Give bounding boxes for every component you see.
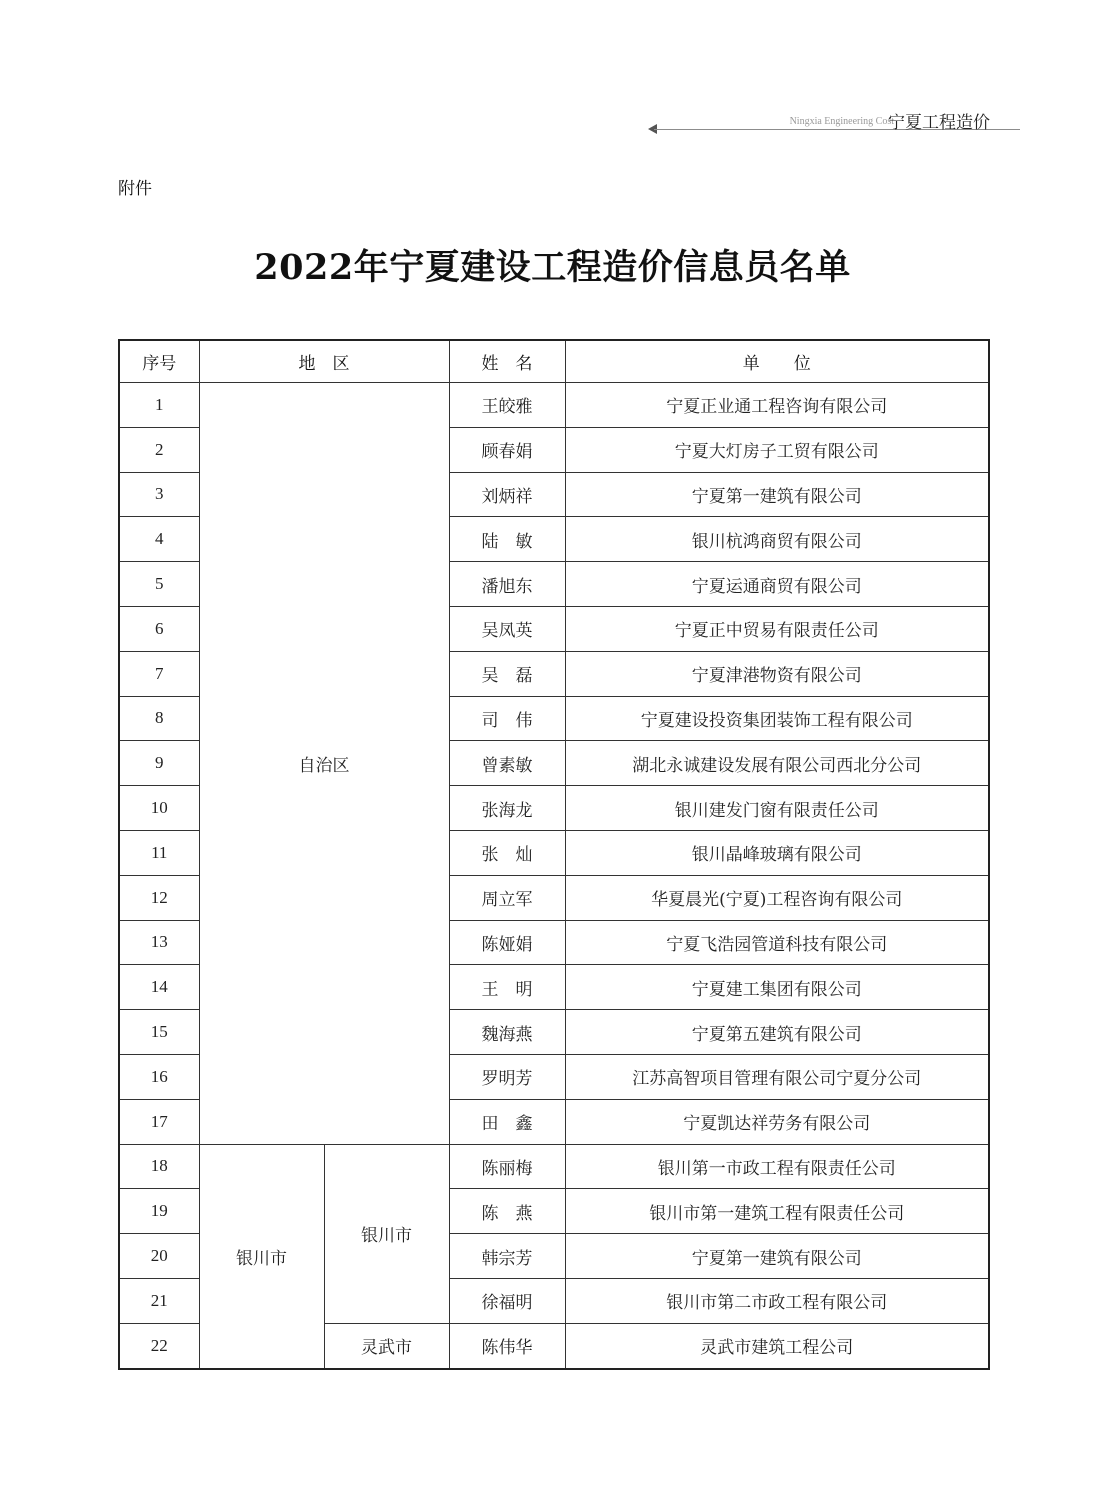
- header-unit: 单 位: [565, 340, 989, 383]
- seq-cell: 22: [119, 1323, 199, 1368]
- journal-name-en: Ningxia Engineering Cost: [789, 116, 894, 127]
- region-cell-autonomous: 自治区: [199, 383, 449, 1145]
- unit-cell: 宁夏建工集团有限公司: [565, 965, 989, 1010]
- name-cell: 韩宗芳: [449, 1234, 565, 1279]
- name-cell: 潘旭东: [449, 562, 565, 607]
- seq-cell: 1: [119, 383, 199, 428]
- header-name: 姓 名: [449, 340, 565, 383]
- seq-cell: 21: [119, 1278, 199, 1323]
- seq-cell: 9: [119, 741, 199, 786]
- unit-cell: 银川晶峰玻璃有限公司: [565, 830, 989, 875]
- name-cell: 徐福明: [449, 1278, 565, 1323]
- seq-cell: 13: [119, 920, 199, 965]
- running-header: [648, 108, 1020, 134]
- name-cell: 田 鑫: [449, 1099, 565, 1144]
- name-cell: 张海龙: [449, 786, 565, 831]
- seq-cell: 16: [119, 1054, 199, 1099]
- unit-cell: 宁夏运通商贸有限公司: [565, 562, 989, 607]
- table-header-row: [119, 340, 989, 383]
- seq-cell: 2: [119, 427, 199, 472]
- seq-cell: 3: [119, 472, 199, 517]
- unit-cell: 华夏晨光(宁夏)工程咨询有限公司: [565, 875, 989, 920]
- roster-table: [118, 339, 990, 1370]
- name-cell: 吴 磊: [449, 651, 565, 696]
- seq-cell: 10: [119, 786, 199, 831]
- header-region: 地 区: [199, 340, 449, 383]
- region-cell-yinchuan-sub: 银川市: [324, 1144, 449, 1323]
- unit-cell: 宁夏津港物资有限公司: [565, 651, 989, 696]
- unit-cell: 宁夏正业通工程咨询有限公司: [565, 383, 989, 428]
- unit-cell: 宁夏正中贸易有限责任公司: [565, 606, 989, 651]
- name-cell: 周立军: [449, 875, 565, 920]
- seq-cell: 15: [119, 1010, 199, 1055]
- unit-cell: 银川第一市政工程有限责任公司: [565, 1144, 989, 1189]
- name-cell: 张 灿: [449, 830, 565, 875]
- name-cell: 顾春娟: [449, 427, 565, 472]
- seq-cell: 14: [119, 965, 199, 1010]
- name-cell: 王 明: [449, 965, 565, 1010]
- unit-cell: 宁夏第一建筑有限公司: [565, 472, 989, 517]
- region-cell-yinchuan-city: 银川市: [199, 1144, 324, 1368]
- name-cell: 陈娅娟: [449, 920, 565, 965]
- name-cell: 王皎雅: [449, 383, 565, 428]
- journal-name-cn: 宁夏工程造价: [888, 113, 990, 133]
- seq-cell: 20: [119, 1234, 199, 1279]
- unit-cell: 灵武市建筑工程公司: [565, 1323, 989, 1368]
- unit-cell: 宁夏第一建筑有限公司: [565, 1234, 989, 1279]
- unit-cell: 宁夏大灯房子工贸有限公司: [565, 427, 989, 472]
- unit-cell: 宁夏凯达祥劳务有限公司: [565, 1099, 989, 1144]
- seq-cell: 7: [119, 651, 199, 696]
- name-cell: 司 伟: [449, 696, 565, 741]
- seq-cell: 18: [119, 1144, 199, 1189]
- unit-cell: 银川市第二市政工程有限公司: [565, 1278, 989, 1323]
- attachment-label: 附件: [118, 179, 152, 199]
- unit-cell: 江苏高智项目管理有限公司宁夏分公司: [565, 1054, 989, 1099]
- unit-cell: 宁夏建设投资集团装饰工程有限公司: [565, 696, 989, 741]
- unit-cell: 宁夏第五建筑有限公司: [565, 1010, 989, 1055]
- seq-cell: 4: [119, 517, 199, 562]
- seq-cell: 19: [119, 1189, 199, 1234]
- region-cell-lingwu: 灵武市: [324, 1323, 449, 1368]
- name-cell: 罗明芳: [449, 1054, 565, 1099]
- name-cell: 陈丽梅: [449, 1144, 565, 1189]
- seq-cell: 8: [119, 696, 199, 741]
- table-row: [119, 1144, 989, 1189]
- seq-cell: 17: [119, 1099, 199, 1144]
- seq-cell: 6: [119, 606, 199, 651]
- seq-cell: 12: [119, 875, 199, 920]
- seq-cell: 11: [119, 830, 199, 875]
- name-cell: 曾素敏: [449, 741, 565, 786]
- unit-cell: 银川市第一建筑工程有限责任公司: [565, 1189, 989, 1234]
- name-cell: 吴凤英: [449, 606, 565, 651]
- name-cell: 陈 燕: [449, 1189, 565, 1234]
- table-row: [119, 383, 989, 428]
- unit-cell: 湖北永诚建设发展有限公司西北分公司: [565, 741, 989, 786]
- name-cell: 陈伟华: [449, 1323, 565, 1368]
- seq-cell: 5: [119, 562, 199, 607]
- unit-cell: 银川杭鸿商贸有限公司: [565, 517, 989, 562]
- name-cell: 陆 敏: [449, 517, 565, 562]
- unit-cell: 银川建发门窗有限责任公司: [565, 786, 989, 831]
- unit-cell: 宁夏飞浩园管道科技有限公司: [565, 920, 989, 965]
- name-cell: 刘炳祥: [449, 472, 565, 517]
- header-seq: 序号: [119, 340, 199, 383]
- document-title: 2022年宁夏建设工程造价信息员名单: [254, 247, 851, 288]
- name-cell: 魏海燕: [449, 1010, 565, 1055]
